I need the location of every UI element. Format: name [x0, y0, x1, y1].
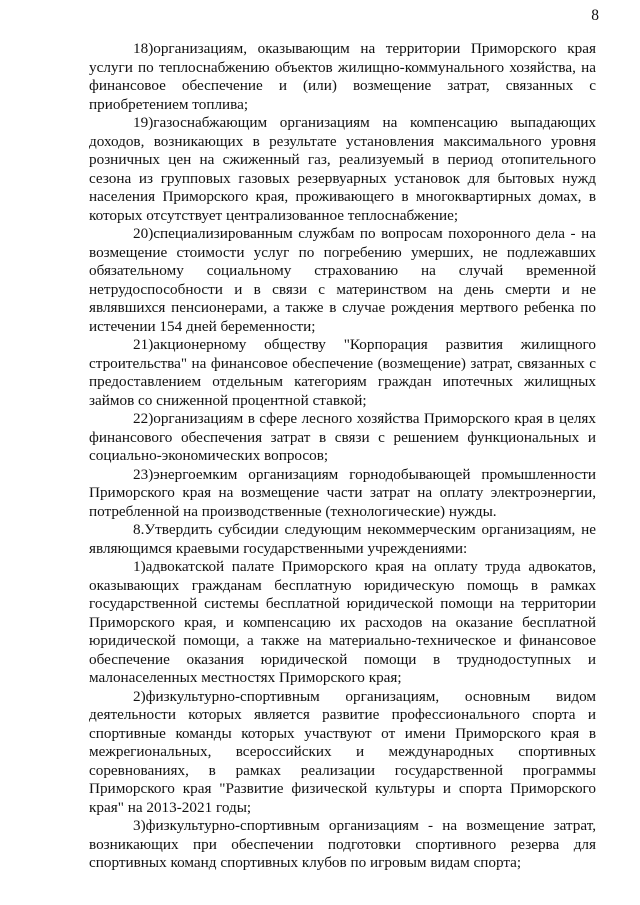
- page-number: 8: [591, 7, 599, 24]
- paragraph-item-21: 21)акционерному обществу "Корпорация развития жилищного строительства" на финансовое обеспечение (возмещение) затрат, связанных с предоставлением отдельным категориям граждан ипотечных жилищных займов со сниженной процентной ставкой;: [89, 336, 596, 409]
- paragraph-subitem-3: 3)физкультурно-спортивным организациям - на возмещение затрат, возникающих при обеспечении подготовки спортивного резерва для спортивных команд спортивных клубов по игровым видам спорта;: [89, 817, 596, 871]
- document-body: [89, 40, 596, 873]
- paragraph-item-22: 22)организациям в сфере лесного хозяйства Приморского края в целях финансового обеспечения затрат в связи с решением функциональных и социально-экономических вопросов;: [89, 410, 596, 464]
- paragraph-subitem-1: 1)адвокатской палате Приморского края на оплату труда адвокатов, оказывающих гражданам бесплатную юридическую помощь в рамках государственной системы бесплатной юридической помощи на территории Приморского края, и компенсацию их расходов на оказание бесплатной юридической помощи, а также на материально-техническое и финансовое обеспечение оказания юридической помощи в труднодоступных и малонаселенных местностях Приморского края;: [89, 558, 596, 686]
- paragraph-subitem-2: 2)физкультурно-спортивным организациям, основным видом деятельности которых является развитие профессионального спорта и спортивные команды которых участвуют от имени Приморского края в межрегиональных, всероссийских и международных спортивных соревнованиях, в рамках реализации государственной программы Приморского края "Развитие физической культуры и спорта Приморского края" на 2013-2021 годы;: [89, 687, 596, 816]
- paragraph-item-19: 19)газоснабжающим организациям на компенсацию выпадающих доходов, возникающих в результате установления максимального уровня розничных цен на сжиженный газ, реализуемый в период отопительного сезона из групповых газовых резервуарных установок для бытовых нужд населения Приморского края, проживающего в многоквартирных домах, в которых отсутствует централизованное теплоснабжение;: [89, 114, 596, 224]
- paragraph-item-23: 23)энергоемким организациям горнодобывающей промышленности Приморского края на возмещение части затрат на оплату электроэнергии, потребленной на производственные (технологические) нужды.: [89, 465, 596, 520]
- paragraph-item-18: 18)организациям, оказывающим на территории Приморского края услуги по теплоснабжению объектов жилищно-коммунального хозяйства, на финансовое обеспечение и (или) возмещение затрат, связанных с приобретением топлива;: [89, 40, 596, 113]
- paragraph-section-8: 8.Утвердить субсидии следующим некоммерческим организациям, не являющимся краевыми государственными учреждениями:: [89, 521, 596, 557]
- paragraph-item-20: 20)специализированным службам по вопросам похоронного дела - на возмещение стоимости услуг по погребению умерших, не подлежавших обязательному социальному страхованию на случай временной нетрудоспособности и в связи с материнством на день смерти и не являвшихся пенсионерами, а также в случае рождения мертвого ребенка по истечении 154 дней беременности;: [89, 225, 596, 335]
